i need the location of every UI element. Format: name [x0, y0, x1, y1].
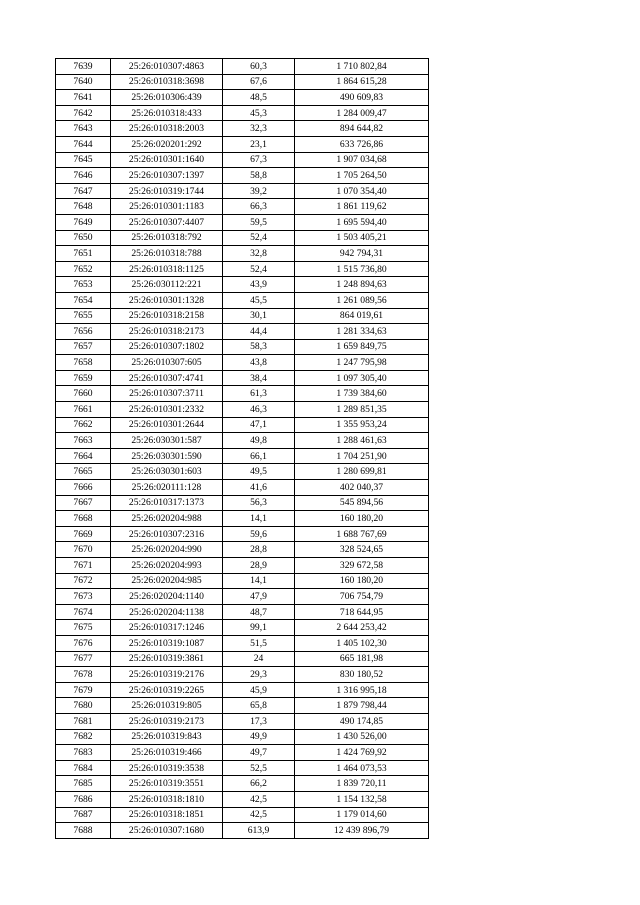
row-number-cell: 7646 — [56, 168, 111, 184]
table-row — [56, 729, 429, 745]
table-row — [56, 791, 429, 807]
cadastral-value-cell: 1 281 334,63 — [295, 324, 429, 340]
row-number-cell: 7678 — [56, 667, 111, 683]
cadastral-value-cell: 1 739 384,60 — [295, 386, 429, 402]
table-row — [56, 246, 429, 262]
cadastral-value-cell: 1 515 736,80 — [295, 261, 429, 277]
row-number-cell: 7671 — [56, 558, 111, 574]
area-cell: 67,3 — [223, 152, 295, 168]
cadastral-value-cell: 1 154 132,58 — [295, 791, 429, 807]
area-cell: 60,3 — [223, 59, 295, 75]
table-row — [56, 620, 429, 636]
row-number-cell: 7682 — [56, 729, 111, 745]
row-number-cell: 7666 — [56, 480, 111, 496]
table-row — [56, 214, 429, 230]
row-number-cell: 7642 — [56, 105, 111, 121]
cadastral-value-cell: 1 097 305,40 — [295, 370, 429, 386]
row-number-cell: 7645 — [56, 152, 111, 168]
cadastral-number-cell: 25:26:020204:990 — [111, 542, 223, 558]
row-number-cell: 7684 — [56, 760, 111, 776]
cadastral-number-cell: 25:26:010319:805 — [111, 698, 223, 714]
cadastral-value-cell: 864 019,61 — [295, 308, 429, 324]
table-row — [56, 74, 429, 90]
cadastral-number-cell: 25:26:010317:1246 — [111, 620, 223, 636]
area-cell: 67,6 — [223, 74, 295, 90]
row-number-cell: 7657 — [56, 339, 111, 355]
area-cell: 38,4 — [223, 370, 295, 386]
row-number-cell: 7643 — [56, 121, 111, 137]
cadastral-number-cell: 25:26:010301:2332 — [111, 402, 223, 418]
cadastral-value-cell: 1 430 526,00 — [295, 729, 429, 745]
table-row — [56, 292, 429, 308]
cadastral-value-cell: 490 609,83 — [295, 90, 429, 106]
row-number-cell: 7685 — [56, 776, 111, 792]
row-number-cell: 7673 — [56, 589, 111, 605]
cadastral-number-cell: 25:26:010319:843 — [111, 729, 223, 745]
cadastral-number-cell: 25:26:030301:590 — [111, 448, 223, 464]
area-cell: 52,5 — [223, 760, 295, 776]
cadastral-value-cell: 1 704 251,90 — [295, 448, 429, 464]
cadastral-value-cell: 1 861 119,62 — [295, 199, 429, 215]
row-number-cell: 7652 — [56, 261, 111, 277]
cadastral-number-cell: 25:26:010307:3711 — [111, 386, 223, 402]
row-number-cell: 7668 — [56, 511, 111, 527]
table-row — [56, 495, 429, 511]
cadastral-number-cell: 25:26:010307:4863 — [111, 59, 223, 75]
row-number-cell: 7683 — [56, 745, 111, 761]
row-number-cell: 7653 — [56, 277, 111, 293]
cadastral-number-cell: 25:26:010318:2003 — [111, 121, 223, 137]
row-number-cell: 7677 — [56, 651, 111, 667]
cadastral-value-cell: 1 464 073,53 — [295, 760, 429, 776]
cadastral-value-cell: 1 659 849,75 — [295, 339, 429, 355]
cadastral-value-cell: 160 180,20 — [295, 511, 429, 527]
row-number-cell: 7641 — [56, 90, 111, 106]
cadastral-value-cell: 1 864 615,28 — [295, 74, 429, 90]
table-row — [56, 698, 429, 714]
area-cell: 48,7 — [223, 604, 295, 620]
area-cell: 23,1 — [223, 136, 295, 152]
cadastral-number-cell: 25:26:010301:1640 — [111, 152, 223, 168]
area-cell: 49,5 — [223, 464, 295, 480]
table-row — [56, 152, 429, 168]
cadastral-value-cell: 1 284 009,47 — [295, 105, 429, 121]
table-row — [56, 277, 429, 293]
table-row — [56, 230, 429, 246]
cadastral-value-cell: 894 644,82 — [295, 121, 429, 137]
area-cell: 30,1 — [223, 308, 295, 324]
cadastral-value-cell: 942 794,31 — [295, 246, 429, 262]
cadastral-number-cell: 25:26:010318:1810 — [111, 791, 223, 807]
table-row — [56, 199, 429, 215]
area-cell: 613,9 — [223, 823, 295, 839]
table-row — [56, 511, 429, 527]
area-cell: 45,5 — [223, 292, 295, 308]
cadastral-value-cell: 706 754,79 — [295, 589, 429, 605]
table-row — [56, 402, 429, 418]
row-number-cell: 7663 — [56, 433, 111, 449]
area-cell: 45,9 — [223, 682, 295, 698]
row-number-cell: 7661 — [56, 402, 111, 418]
cadastral-value-cell: 402 040,37 — [295, 480, 429, 496]
table-row — [56, 635, 429, 651]
cadastral-number-cell: 25:26:020204:993 — [111, 558, 223, 574]
row-number-cell: 7681 — [56, 713, 111, 729]
cadastral-number-cell: 25:26:030112:221 — [111, 277, 223, 293]
table-row — [56, 604, 429, 620]
table-row — [56, 183, 429, 199]
area-cell: 61,3 — [223, 386, 295, 402]
cadastral-value-cell: 1 247 795,98 — [295, 355, 429, 371]
table-row — [56, 713, 429, 729]
cadastral-value-cell: 12 439 896,79 — [295, 823, 429, 839]
cadastral-value-cell: 1 879 798,44 — [295, 698, 429, 714]
area-cell: 66,3 — [223, 199, 295, 215]
table-row — [56, 776, 429, 792]
cadastral-number-cell: 25:26:010301:1183 — [111, 199, 223, 215]
cadastral-value-cell: 1 261 089,56 — [295, 292, 429, 308]
cadastral-number-cell: 25:26:020204:985 — [111, 573, 223, 589]
cadastral-value-cell: 1 503 405,21 — [295, 230, 429, 246]
cadastral-number-cell: 25:26:010319:3861 — [111, 651, 223, 667]
area-cell: 52,4 — [223, 230, 295, 246]
table-row — [56, 308, 429, 324]
table-row — [56, 464, 429, 480]
row-number-cell: 7655 — [56, 308, 111, 324]
area-cell: 24 — [223, 651, 295, 667]
cadastral-number-cell: 25:26:010319:3538 — [111, 760, 223, 776]
table-row — [56, 136, 429, 152]
area-cell: 44,4 — [223, 324, 295, 340]
row-number-cell: 7680 — [56, 698, 111, 714]
cadastral-value-cell: 1 288 461,63 — [295, 433, 429, 449]
cadastral-number-cell: 25:26:010318:2173 — [111, 324, 223, 340]
cadastral-number-cell: 25:26:010318:3698 — [111, 74, 223, 90]
cadastral-number-cell: 25:26:010307:1802 — [111, 339, 223, 355]
cadastral-value-cell: 1 710 802,84 — [295, 59, 429, 75]
area-cell: 48,5 — [223, 90, 295, 106]
cadastral-value-cell: 1 705 264,50 — [295, 168, 429, 184]
area-cell: 52,4 — [223, 261, 295, 277]
cadastral-value-cell: 633 726,86 — [295, 136, 429, 152]
table-row — [56, 261, 429, 277]
cadastral-number-cell: 25:26:030301:603 — [111, 464, 223, 480]
area-cell: 56,3 — [223, 495, 295, 511]
cadastral-value-cell: 545 894,56 — [295, 495, 429, 511]
row-number-cell: 7664 — [56, 448, 111, 464]
cadastral-value-cell: 329 672,58 — [295, 558, 429, 574]
cadastral-value-cell: 1 289 851,35 — [295, 402, 429, 418]
cadastral-value-cell: 665 181,98 — [295, 651, 429, 667]
cadastral-value-table — [55, 58, 429, 839]
row-number-cell: 7674 — [56, 604, 111, 620]
row-number-cell: 7654 — [56, 292, 111, 308]
cadastral-value-cell: 1 355 953,24 — [295, 417, 429, 433]
cadastral-number-cell: 25:26:010318:1125 — [111, 261, 223, 277]
area-cell: 14,1 — [223, 573, 295, 589]
cadastral-number-cell: 25:26:010318:792 — [111, 230, 223, 246]
table-row — [56, 90, 429, 106]
row-number-cell: 7679 — [56, 682, 111, 698]
row-number-cell: 7688 — [56, 823, 111, 839]
table-row — [56, 417, 429, 433]
cadastral-number-cell: 25:26:010318:2158 — [111, 308, 223, 324]
row-number-cell: 7640 — [56, 74, 111, 90]
row-number-cell: 7662 — [56, 417, 111, 433]
cadastral-value-cell: 490 174,85 — [295, 713, 429, 729]
area-cell: 58,3 — [223, 339, 295, 355]
cadastral-value-cell: 1 248 894,63 — [295, 277, 429, 293]
table-row — [56, 760, 429, 776]
row-number-cell: 7676 — [56, 635, 111, 651]
cadastral-number-cell: 25:26:020201:292 — [111, 136, 223, 152]
table-row — [56, 480, 429, 496]
row-number-cell: 7659 — [56, 370, 111, 386]
row-number-cell: 7656 — [56, 324, 111, 340]
cadastral-value-cell: 1 839 720,11 — [295, 776, 429, 792]
table-row — [56, 448, 429, 464]
cadastral-number-cell: 25:26:010307:1397 — [111, 168, 223, 184]
cadastral-value-cell: 1 179 014,60 — [295, 807, 429, 823]
cadastral-number-cell: 25:26:020111:128 — [111, 480, 223, 496]
cadastral-value-cell: 2 644 253,42 — [295, 620, 429, 636]
cadastral-value-cell: 1 316 995,18 — [295, 682, 429, 698]
area-cell: 42,5 — [223, 807, 295, 823]
area-cell: 43,9 — [223, 277, 295, 293]
cadastral-value-cell: 718 644,95 — [295, 604, 429, 620]
table-row — [56, 59, 429, 75]
cadastral-value-cell: 160 180,20 — [295, 573, 429, 589]
area-cell: 41,6 — [223, 480, 295, 496]
area-cell: 59,5 — [223, 214, 295, 230]
area-cell: 46,3 — [223, 402, 295, 418]
table-row — [56, 589, 429, 605]
area-cell: 49,8 — [223, 433, 295, 449]
area-cell: 43,8 — [223, 355, 295, 371]
area-cell: 66,2 — [223, 776, 295, 792]
area-cell: 59,6 — [223, 526, 295, 542]
table-row — [56, 339, 429, 355]
cadastral-number-cell: 25:26:010317:1373 — [111, 495, 223, 511]
cadastral-number-cell: 25:26:010319:2173 — [111, 713, 223, 729]
area-cell: 47,9 — [223, 589, 295, 605]
cadastral-number-cell: 25:26:010319:466 — [111, 745, 223, 761]
cadastral-number-cell: 25:26:010306:439 — [111, 90, 223, 106]
area-cell: 99,1 — [223, 620, 295, 636]
table-row — [56, 386, 429, 402]
table-row — [56, 355, 429, 371]
cadastral-number-cell: 25:26:010318:1851 — [111, 807, 223, 823]
row-number-cell: 7648 — [56, 199, 111, 215]
cadastral-value-cell: 1 688 767,69 — [295, 526, 429, 542]
cadastral-number-cell: 25:26:010319:2265 — [111, 682, 223, 698]
table-row — [56, 542, 429, 558]
row-number-cell: 7650 — [56, 230, 111, 246]
cadastral-number-cell: 25:26:020204:1138 — [111, 604, 223, 620]
area-cell: 45,3 — [223, 105, 295, 121]
cadastral-number-cell: 25:26:010318:788 — [111, 246, 223, 262]
cadastral-value-cell: 1 424 769,92 — [295, 745, 429, 761]
cadastral-number-cell: 25:26:010319:1087 — [111, 635, 223, 651]
cadastral-number-cell: 25:26:010307:605 — [111, 355, 223, 371]
area-cell: 51,5 — [223, 635, 295, 651]
cadastral-number-cell: 25:26:010319:3551 — [111, 776, 223, 792]
cadastral-number-cell: 25:26:010318:433 — [111, 105, 223, 121]
cadastral-value-cell: 1 405 102,30 — [295, 635, 429, 651]
row-number-cell: 7667 — [56, 495, 111, 511]
table-body — [56, 59, 429, 839]
table-row — [56, 324, 429, 340]
cadastral-number-cell: 25:26:010307:4741 — [111, 370, 223, 386]
row-number-cell: 7686 — [56, 791, 111, 807]
table-row — [56, 526, 429, 542]
cadastral-number-cell: 25:26:010301:2644 — [111, 417, 223, 433]
table-row — [56, 667, 429, 683]
table-row — [56, 823, 429, 839]
area-cell: 65,8 — [223, 698, 295, 714]
area-cell: 49,7 — [223, 745, 295, 761]
row-number-cell: 7687 — [56, 807, 111, 823]
table-row — [56, 682, 429, 698]
row-number-cell: 7658 — [56, 355, 111, 371]
cadastral-number-cell: 25:26:010301:1328 — [111, 292, 223, 308]
row-number-cell: 7639 — [56, 59, 111, 75]
cadastral-value-cell: 1 070 354,40 — [295, 183, 429, 199]
area-cell: 14,1 — [223, 511, 295, 527]
area-cell: 39,2 — [223, 183, 295, 199]
table-row — [56, 433, 429, 449]
area-cell: 58,8 — [223, 168, 295, 184]
cadastral-number-cell: 25:26:030301:587 — [111, 433, 223, 449]
row-number-cell: 7660 — [56, 386, 111, 402]
cadastral-number-cell: 25:26:010307:4407 — [111, 214, 223, 230]
table-row — [56, 558, 429, 574]
area-cell: 42,5 — [223, 791, 295, 807]
row-number-cell: 7665 — [56, 464, 111, 480]
cadastral-number-cell: 25:26:020204:1140 — [111, 589, 223, 605]
cadastral-value-cell: 1 280 699,81 — [295, 464, 429, 480]
cadastral-number-cell: 25:26:020204:988 — [111, 511, 223, 527]
table-row — [56, 121, 429, 137]
area-cell: 28,8 — [223, 542, 295, 558]
row-number-cell: 7675 — [56, 620, 111, 636]
cadastral-value-cell: 328 524,65 — [295, 542, 429, 558]
row-number-cell: 7649 — [56, 214, 111, 230]
row-number-cell: 7647 — [56, 183, 111, 199]
table-row — [56, 573, 429, 589]
row-number-cell: 7651 — [56, 246, 111, 262]
table-row — [56, 370, 429, 386]
area-cell: 47,1 — [223, 417, 295, 433]
table-row — [56, 651, 429, 667]
area-cell: 49,9 — [223, 729, 295, 745]
area-cell: 32,8 — [223, 246, 295, 262]
cadastral-number-cell: 25:26:010319:1744 — [111, 183, 223, 199]
row-number-cell: 7669 — [56, 526, 111, 542]
cadastral-value-cell: 1 907 034,68 — [295, 152, 429, 168]
table-row — [56, 745, 429, 761]
cadastral-number-cell: 25:26:010307:1680 — [111, 823, 223, 839]
table-row — [56, 168, 429, 184]
cadastral-value-cell: 1 695 594,40 — [295, 214, 429, 230]
row-number-cell: 7670 — [56, 542, 111, 558]
area-cell: 32,3 — [223, 121, 295, 137]
area-cell: 28,9 — [223, 558, 295, 574]
area-cell: 17,3 — [223, 713, 295, 729]
row-number-cell: 7672 — [56, 573, 111, 589]
area-cell: 29,3 — [223, 667, 295, 683]
row-number-cell: 7644 — [56, 136, 111, 152]
cadastral-value-cell: 830 180,52 — [295, 667, 429, 683]
cadastral-number-cell: 25:26:010319:2176 — [111, 667, 223, 683]
table-row — [56, 807, 429, 823]
cadastral-number-cell: 25:26:010307:2316 — [111, 526, 223, 542]
table-row — [56, 105, 429, 121]
area-cell: 66,1 — [223, 448, 295, 464]
